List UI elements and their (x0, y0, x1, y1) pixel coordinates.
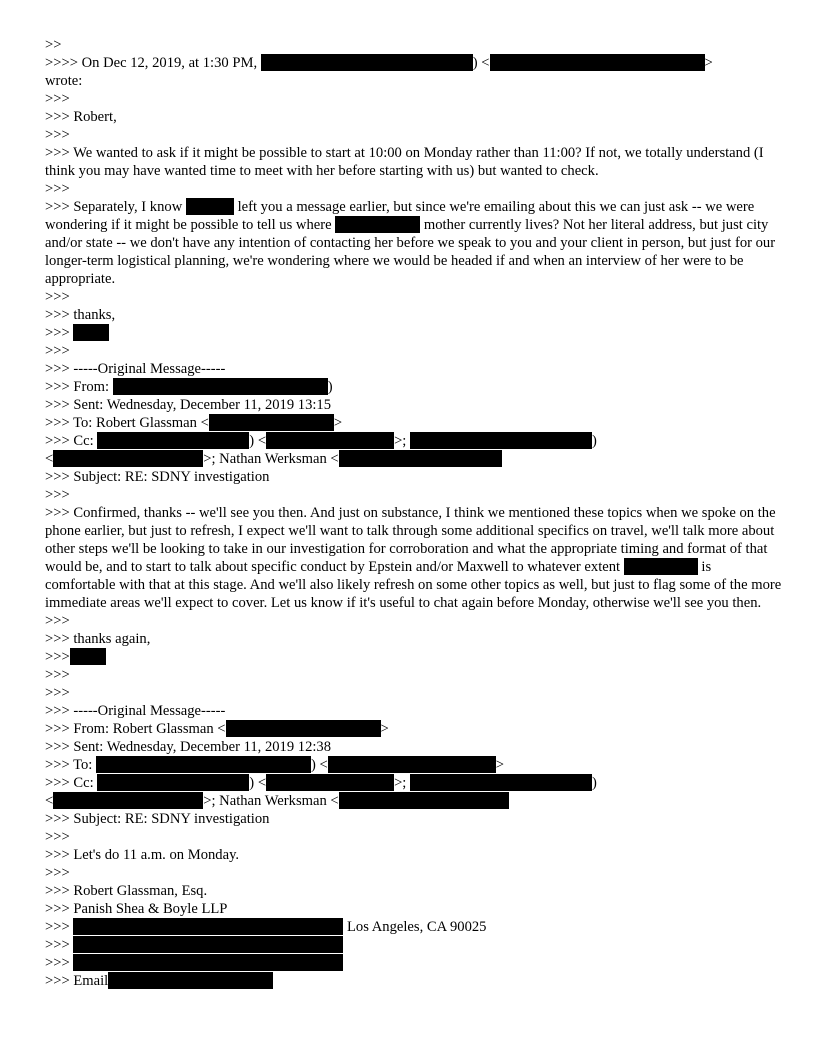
redaction-box (96, 756, 311, 773)
redaction-box (73, 954, 343, 971)
quote-line: >>> (45, 667, 70, 683)
quote-line: >>> (45, 829, 70, 845)
to-line: >>> To: ) < > (45, 757, 504, 773)
signature-fax: >>> (45, 954, 785, 972)
redaction-box (53, 792, 203, 809)
signature-name: >>> Robert Glassman, Esq. (45, 883, 208, 899)
signature-email: >>> Email (45, 972, 785, 990)
from-line: >>> From: Robert Glassman < > (45, 721, 389, 737)
redaction-box (339, 792, 509, 809)
redaction-box (266, 432, 394, 449)
cc-line: >>> Cc: ) < >; ) (45, 775, 597, 791)
redaction-box (226, 720, 381, 737)
quote-line: >>> (45, 289, 70, 305)
paragraph-1: >>> We wanted to ask if it might be possible to start at 10:00 on Monday rather than 11:00? If not, we totally understand (I think you may have wanted time to meet with her before starting with us) but wanted to check. (45, 145, 764, 179)
original-message-divider: >>> -----Original Message----- (45, 361, 226, 377)
wrote-header-line: >>>> On Dec 12, 2019, at 1:30 PM, ) < > (45, 55, 713, 71)
redaction-box (410, 774, 592, 791)
signoff-line: >>> thanks, (45, 307, 116, 323)
subject-line: >>> Subject: RE: SDNY investigation (45, 469, 270, 485)
paragraph-3: >>> Confirmed, thanks -- we'll see you then. And just on substance, I think we mentioned these topics when we spoke on the phone earlier, but just to refresh, I expect we'll want to talk through some additional specifics on travel, we'll talk more about other steps we'll be looking to take in our investigation for corroboration and what the appropriate timing and format of that would be, and to start to talk about specific conduct by Epstein and/or Maxwell to whatever extent is comfortable with that at this stage. And we'll also likely refresh on some other topics as well, but just to flag some of the more immediate areas we'll expect to cover. Let us know if it's useful to chat again before Monday, otherwise we'll see you then. (45, 505, 782, 611)
redaction-box (266, 774, 394, 791)
sent-line: >>> Sent: Wednesday, December 11, 2019 12:38 (45, 739, 332, 755)
signoff-line: >>> thanks again, (45, 631, 151, 647)
reply-line: >>> Let's do 11 a.m. on Monday. (45, 847, 240, 863)
redaction-box (410, 432, 592, 449)
redaction-box (108, 972, 273, 989)
redaction-box (73, 918, 343, 935)
quote-line: >>> (45, 487, 70, 503)
redaction-box (624, 558, 698, 575)
wrote-label: wrote: (45, 73, 83, 89)
redaction-box (70, 648, 106, 665)
quote-line: >>> (45, 865, 70, 881)
signature-line: >>> (45, 648, 785, 666)
quote-line: >> (45, 37, 62, 53)
quote-line: >>> (45, 343, 70, 359)
redaction-box (339, 450, 502, 467)
quote-line: >>> (45, 127, 70, 143)
redaction-box (97, 774, 249, 791)
signature-address: >>> Los Angeles, CA 90025 (45, 919, 487, 935)
redaction-box (335, 216, 420, 233)
redaction-box (97, 432, 249, 449)
redaction-box (209, 414, 334, 431)
signature-line: >>> (45, 324, 785, 342)
sent-line: >>> Sent: Wednesday, December 11, 2019 13:15 (45, 397, 332, 413)
from-line: >>> From: ) (45, 379, 333, 395)
quote-line: >>> (45, 685, 70, 701)
salutation-line: >>> Robert, (45, 109, 117, 125)
quote-line: >>> (45, 613, 70, 629)
quote-line: >>> (45, 91, 70, 107)
subject-line: >>> Subject: RE: SDNY investigation (45, 811, 270, 827)
cc-line: >>> Cc: ) < >; ) (45, 433, 597, 449)
quote-line: >>> (45, 181, 70, 197)
paragraph-2: >>> Separately, I know left you a message earlier, but since we're emailing about this we can just ask -- we were wondering if it might be possible to tell us where mother currently lives? Not her literal address, but just city and/or state -- we don't have any intention of contacting her before we speak to you and your client in person, but just for our longer-term logistical planning, we're wondering where we would be headed if and when an interview of her were to be appropriate. (45, 199, 776, 287)
signature-phone: >>> (45, 936, 785, 954)
email-document (45, 36, 785, 990)
redaction-box (53, 450, 203, 467)
redaction-box (73, 324, 109, 341)
redaction-box (113, 378, 328, 395)
to-line: >>> To: Robert Glassman < > (45, 415, 343, 431)
redaction-box (490, 54, 705, 71)
redaction-box (261, 54, 473, 71)
redaction-box (73, 936, 343, 953)
signature-firm: >>> Panish Shea & Boyle LLP (45, 901, 228, 917)
cc-line-continued: < >; Nathan Werksman < (45, 450, 785, 468)
redaction-box (328, 756, 496, 773)
redaction-box (186, 198, 234, 215)
cc-line-continued: < >; Nathan Werksman < (45, 792, 785, 810)
original-message-divider: >>> -----Original Message----- (45, 703, 226, 719)
